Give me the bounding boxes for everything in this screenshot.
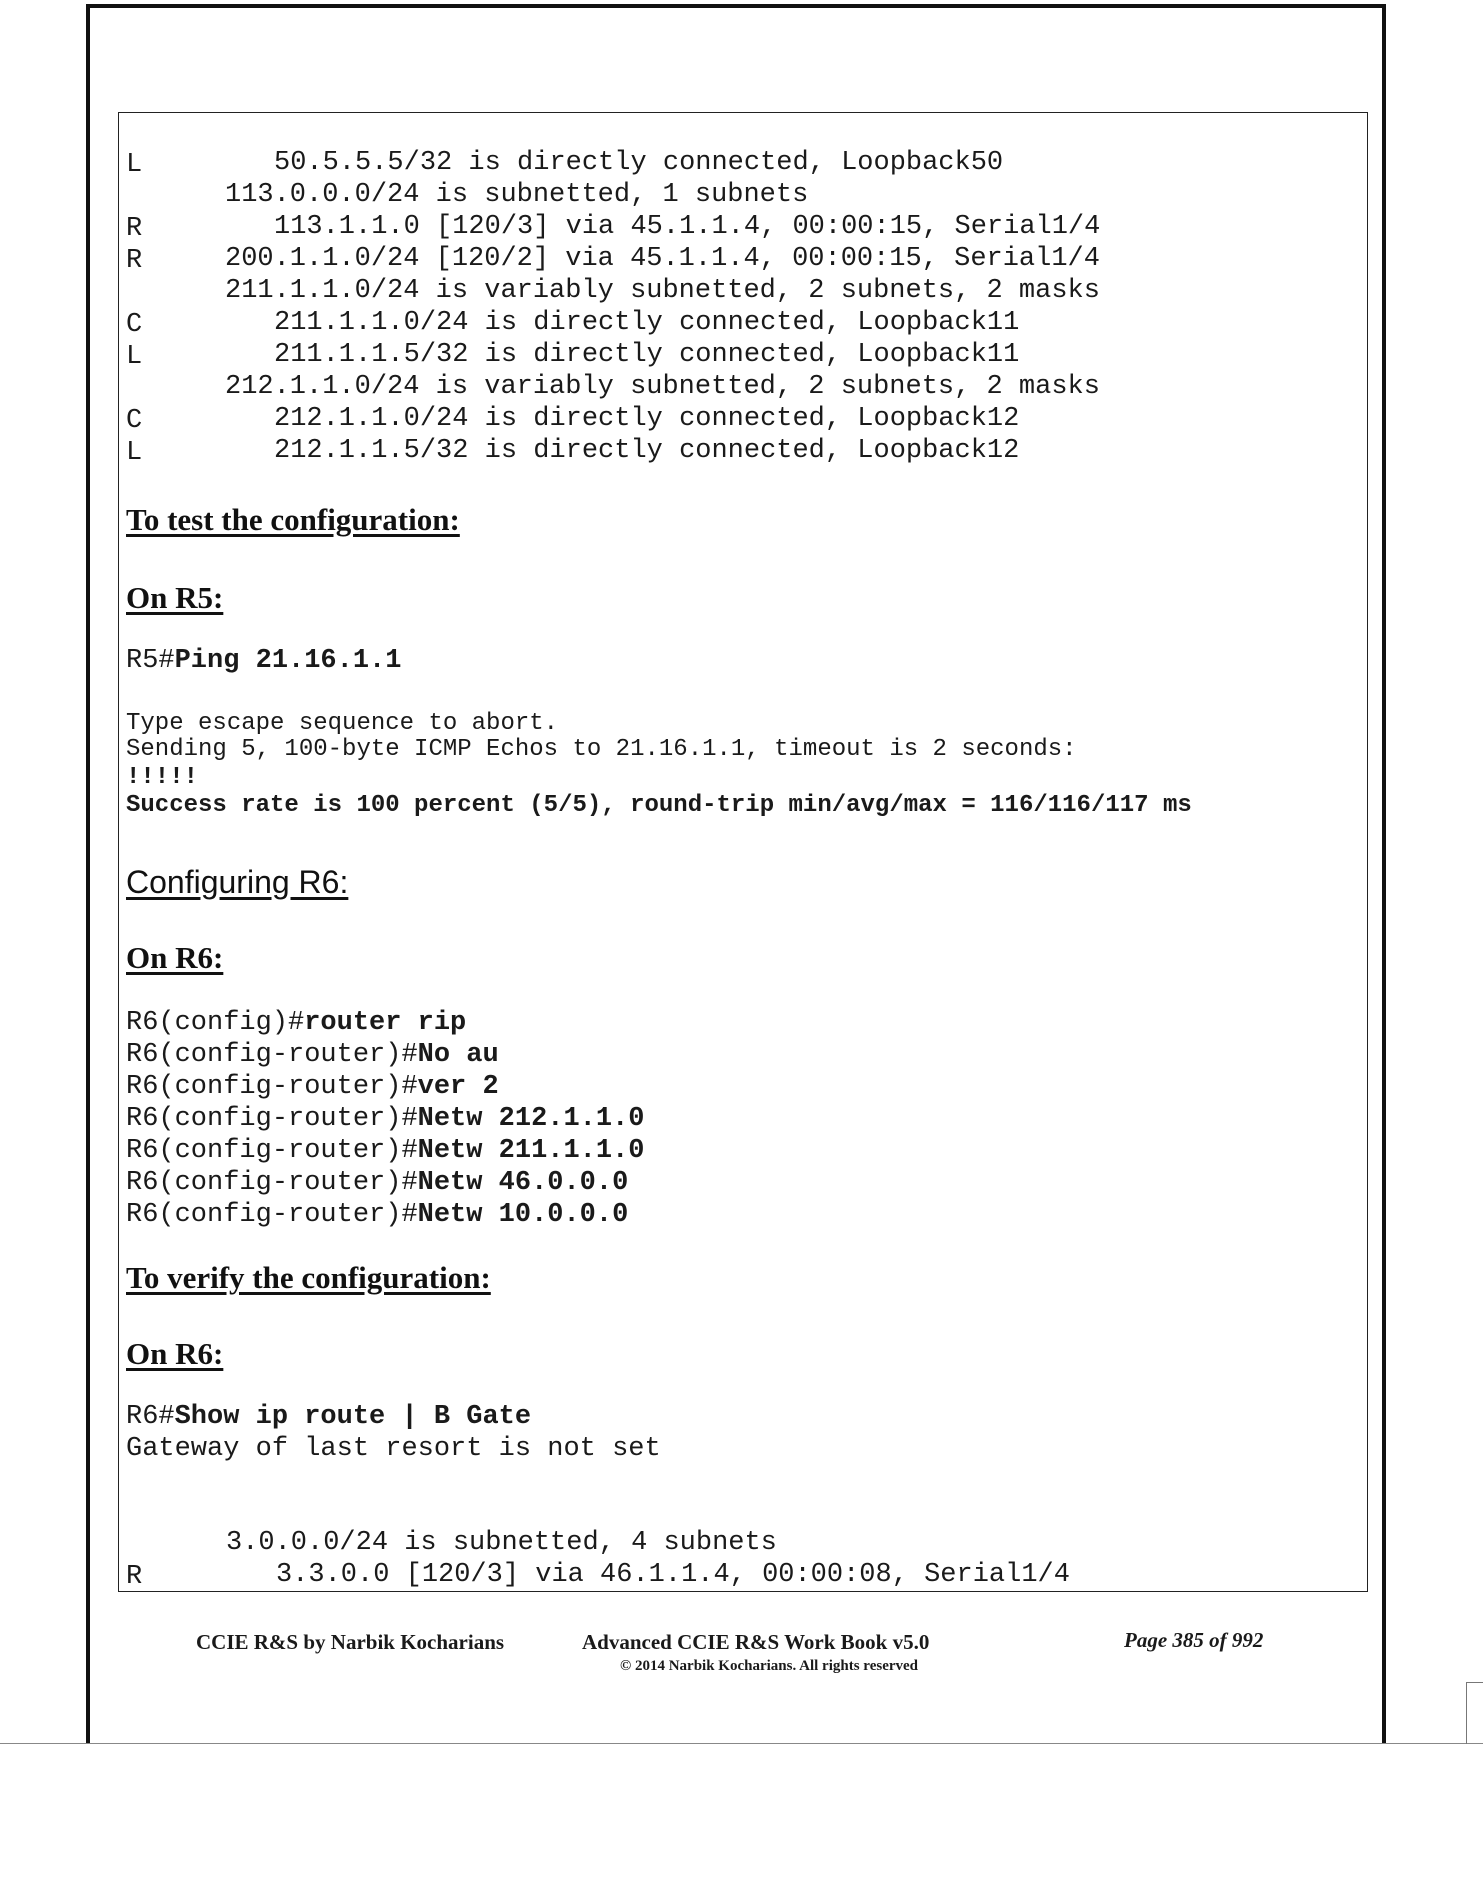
page-frame-right (1382, 4, 1386, 1744)
command: Ping 21.16.1.1 (174, 646, 402, 676)
route-line: 211.1.1.0/24 is variably subnetted, 2 subnets, 2 masks (225, 276, 1100, 306)
route-line: 212.1.1.5/32 is directly connected, Loopback12 (274, 436, 1020, 466)
prompt: R6# (126, 1402, 175, 1432)
footer-copyright: © 2014 Narbik Kocharians. All rights reserved (620, 1658, 919, 1674)
config-line (126, 1008, 466, 1038)
footer-page-number: Page 385 of 992 (1124, 1628, 1264, 1652)
page-frame-left (86, 6, 90, 1744)
heading-verify-configuration: To verify the configuration: (126, 1260, 491, 1295)
config-line (126, 1072, 499, 1102)
page-frame-bottom (0, 1743, 1483, 1744)
route-line: 50.5.5.5/32 is directly connected, Loopback50 (274, 148, 1004, 178)
route-line: 3.0.0.0/24 is subnetted, 4 subnets (226, 1528, 777, 1558)
route-line: 3.3.0.0 [120/3] via 46.1.1.4, 00:00:08, Serial1/4 (276, 1560, 1070, 1590)
ping-output-line: Success rate is 100 percent (5/5), round-trip min/avg/max = 116/116/117 ms (126, 792, 1192, 819)
ping-output-line: Sending 5, 100-byte ICMP Echos to 21.16.1.1, timeout is 2 seconds: (126, 736, 1077, 763)
command: Netw 46.0.0.0 (417, 1168, 629, 1198)
ping-output-line: Type escape sequence to abort. (126, 710, 559, 737)
route-line: 212.1.1.0/24 is variably subnetted, 2 subnets, 2 masks (225, 372, 1100, 402)
command: No au (417, 1040, 499, 1070)
route-code: L (126, 438, 143, 468)
route-line: 200.1.1.0/24 [120/2] via 45.1.1.4, 00:00:15, Serial1/4 (225, 244, 1100, 274)
ping-command-line (126, 646, 401, 676)
show-command-line (126, 1402, 531, 1432)
prompt: R6(config-router)# (126, 1200, 418, 1230)
command: ver 2 (417, 1072, 499, 1102)
footer-book-title: Advanced CCIE R&S Work Book v5.0 (582, 1630, 930, 1654)
prompt: R6(config-router)# (126, 1072, 418, 1102)
config-line (126, 1168, 628, 1198)
route-line: 113.0.0.0/24 is subnetted, 1 subnets (225, 180, 809, 210)
ping-output-line: !!!!! (126, 764, 199, 791)
prompt: R6(config-router)# (126, 1168, 418, 1198)
scan-mark-horizontal (1466, 1682, 1483, 1683)
command: Netw 10.0.0.0 (417, 1200, 629, 1230)
route-code: L (126, 150, 143, 180)
prompt: R6(config-router)# (126, 1136, 418, 1166)
prompt: R6(config-router)# (126, 1040, 418, 1070)
config-line (126, 1104, 645, 1134)
prompt: R6(config)# (126, 1008, 305, 1038)
route-line: 211.1.1.0/24 is directly connected, Loopback11 (274, 308, 1020, 338)
route-line: 212.1.1.0/24 is directly connected, Loopback12 (274, 404, 1020, 434)
config-line (126, 1040, 499, 1070)
scan-mark (1466, 1682, 1467, 1744)
prompt: R5# (126, 646, 175, 676)
config-line (126, 1200, 628, 1230)
config-line (126, 1136, 645, 1166)
prompt: R6(config-router)# (126, 1104, 418, 1134)
route-code: R (126, 246, 143, 276)
route-code: C (126, 406, 143, 436)
route-code: L (126, 342, 143, 372)
command: router rip (304, 1008, 467, 1038)
route-line: 113.1.1.0 [120/3] via 45.1.1.4, 00:00:15, Serial1/4 (274, 212, 1101, 242)
footer-author: CCIE R&S by Narbik Kocharians (196, 1630, 505, 1654)
route-line: 211.1.1.5/32 is directly connected, Loopback11 (274, 340, 1020, 370)
heading-test-configuration: To test the configuration: (126, 502, 460, 537)
command: Netw 211.1.1.0 (417, 1136, 645, 1166)
route-code: C (126, 310, 143, 340)
command: Netw 212.1.1.0 (417, 1104, 645, 1134)
page-frame-top (86, 4, 1386, 8)
gateway-line: Gateway of last resort is not set (126, 1434, 661, 1464)
command: Show ip route | B Gate (174, 1402, 532, 1432)
heading-on-r6-verify: On R6: (126, 1336, 224, 1371)
heading-on-r6: On R6: (126, 940, 224, 975)
heading-on-r5: On R5: (126, 580, 224, 615)
route-code: R (126, 1562, 143, 1592)
route-code: R (126, 214, 143, 244)
heading-configuring-r6: Configuring R6: (126, 864, 349, 900)
